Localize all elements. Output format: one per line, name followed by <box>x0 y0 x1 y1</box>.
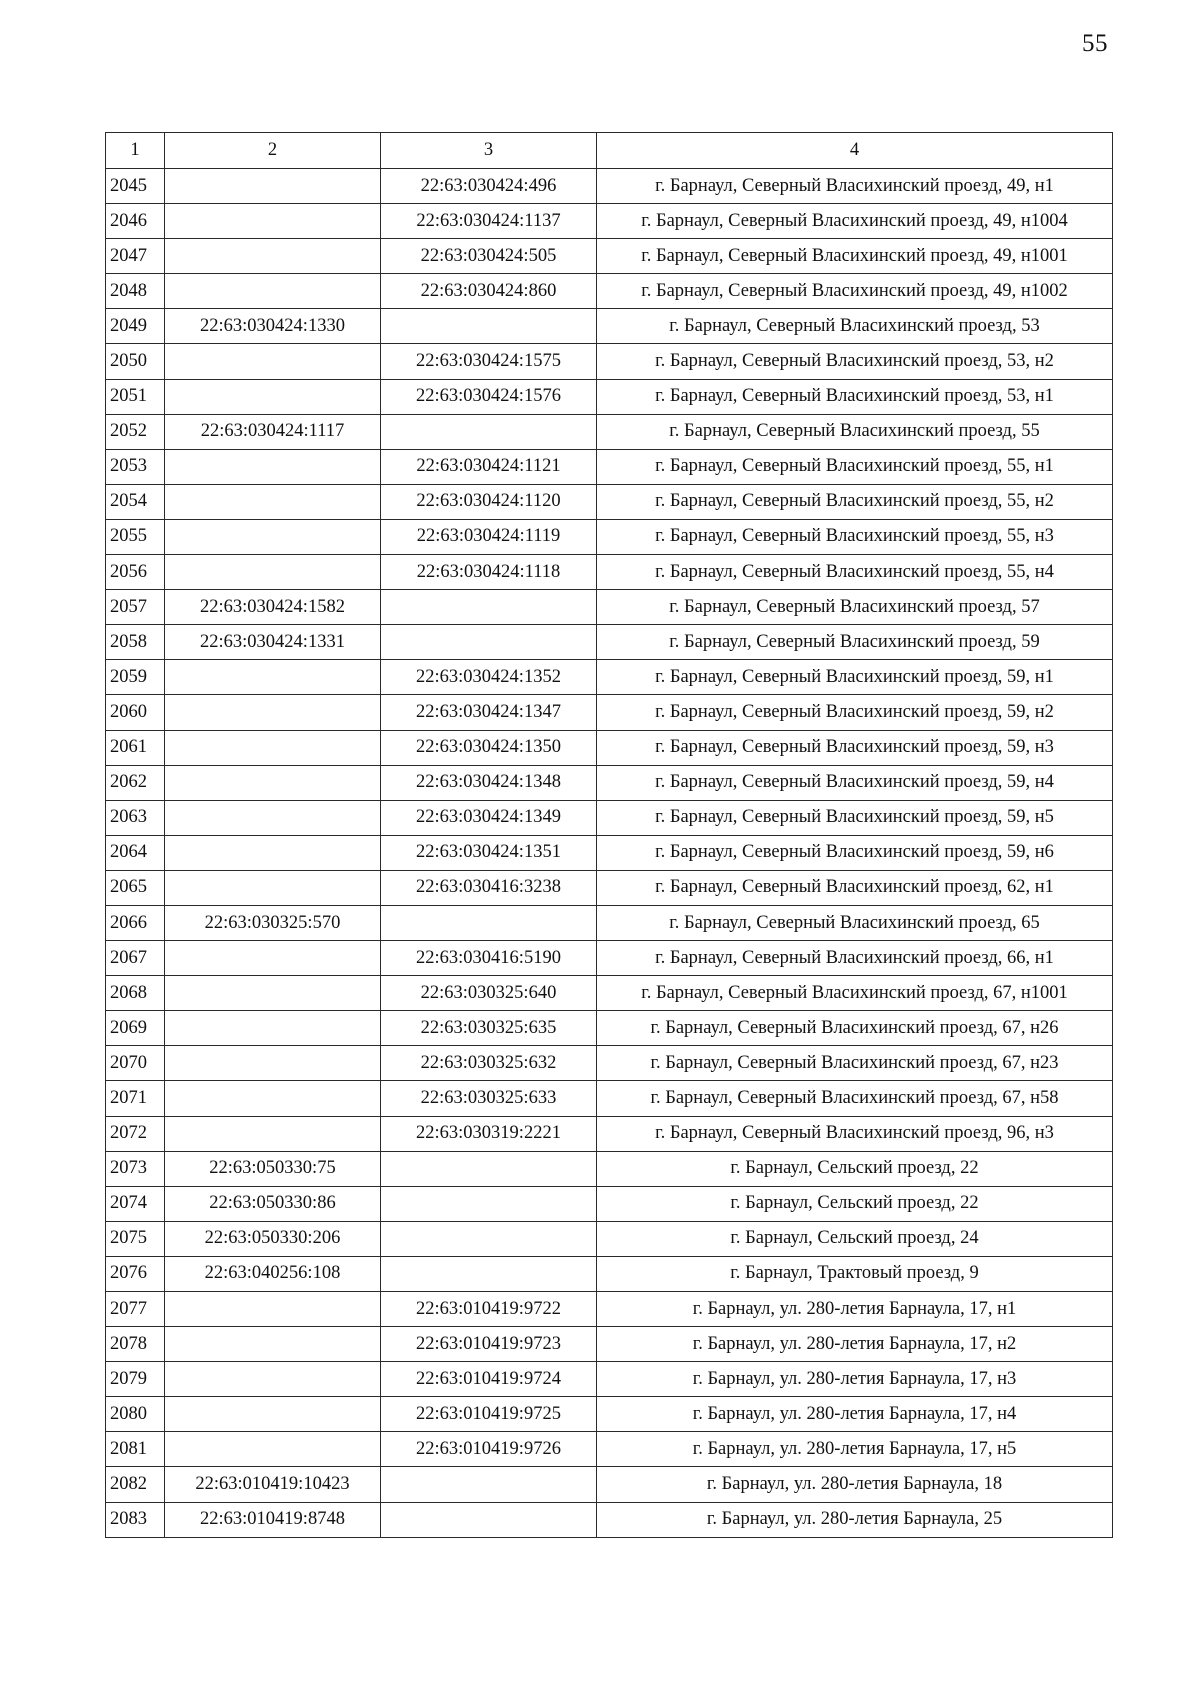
table-row <box>106 1397 1113 1432</box>
address-cell: г. Барнаул, Северный Власихинский проезд, 57 <box>597 590 1113 625</box>
land-cadastral-number-cell: 22:63:030325:570 <box>165 905 381 940</box>
row-number-cell: 2059 <box>106 660 165 695</box>
land-cadastral-number-cell: 22:63:050330:75 <box>165 1151 381 1186</box>
address-cell: г. Барнаул, Северный Власихинский проезд, 59, н1 <box>597 660 1113 695</box>
land-cadastral-number-cell <box>165 870 381 905</box>
land-cadastral-number-cell <box>165 941 381 976</box>
table-row <box>106 835 1113 870</box>
address-cell: г. Барнаул, Северный Власихинский проезд, 62, н1 <box>597 870 1113 905</box>
address-cell: г. Барнаул, Северный Власихинский проезд, 59, н5 <box>597 800 1113 835</box>
row-number-cell: 2062 <box>106 765 165 800</box>
row-number-cell: 2064 <box>106 835 165 870</box>
object-cadastral-number-cell: 22:63:030424:1351 <box>381 835 597 870</box>
address-cell: г. Барнаул, Северный Власихинский проезд, 59, н3 <box>597 730 1113 765</box>
object-cadastral-number-cell <box>381 590 597 625</box>
table-row <box>106 204 1113 239</box>
table-row <box>106 274 1113 309</box>
row-number-cell: 2053 <box>106 449 165 484</box>
address-cell: г. Барнаул, Северный Власихинский проезд, 67, н1001 <box>597 976 1113 1011</box>
land-cadastral-number-cell <box>165 1116 381 1151</box>
table-row <box>106 730 1113 765</box>
land-cadastral-number-cell: 22:63:040256:108 <box>165 1256 381 1291</box>
row-number-cell: 2077 <box>106 1292 165 1327</box>
address-cell: г. Барнаул, Северный Власихинский проезд, 55, н4 <box>597 555 1113 590</box>
column-header-2: 2 <box>165 133 381 169</box>
land-cadastral-number-cell <box>165 1081 381 1116</box>
object-cadastral-number-cell <box>381 625 597 660</box>
object-cadastral-number-cell: 22:63:030424:1349 <box>381 800 597 835</box>
object-cadastral-number-cell: 22:63:010419:9722 <box>381 1292 597 1327</box>
object-cadastral-number-cell: 22:63:010419:9725 <box>381 1397 597 1432</box>
row-number-cell: 2071 <box>106 1081 165 1116</box>
land-cadastral-number-cell <box>165 695 381 730</box>
object-cadastral-number-cell <box>381 1256 597 1291</box>
object-cadastral-number-cell: 22:63:010419:9723 <box>381 1327 597 1362</box>
object-cadastral-number-cell: 22:63:030424:1347 <box>381 695 597 730</box>
object-cadastral-number-cell: 22:63:030424:1352 <box>381 660 597 695</box>
land-cadastral-number-cell <box>165 484 381 519</box>
land-cadastral-number-cell <box>165 835 381 870</box>
land-cadastral-number-cell <box>165 555 381 590</box>
table-row <box>106 379 1113 414</box>
address-cell: г. Барнаул, Северный Власихинский проезд, 59, н6 <box>597 835 1113 870</box>
table-row <box>106 555 1113 590</box>
land-cadastral-number-cell: 22:63:030424:1331 <box>165 625 381 660</box>
land-cadastral-number-cell <box>165 765 381 800</box>
column-header-4: 4 <box>597 133 1113 169</box>
land-cadastral-number-cell: 22:63:010419:8748 <box>165 1502 381 1537</box>
object-cadastral-number-cell: 22:63:030325:635 <box>381 1011 597 1046</box>
column-header-1: 1 <box>106 133 165 169</box>
object-cadastral-number-cell <box>381 1186 597 1221</box>
row-number-cell: 2063 <box>106 800 165 835</box>
object-cadastral-number-cell: 22:63:030325:632 <box>381 1046 597 1081</box>
table-row <box>106 1502 1113 1537</box>
table-body <box>106 169 1113 1538</box>
object-cadastral-number-cell: 22:63:030325:633 <box>381 1081 597 1116</box>
address-cell: г. Барнаул, Северный Власихинский проезд, 67, н26 <box>597 1011 1113 1046</box>
address-cell: г. Барнаул, Северный Власихинский проезд, 67, н58 <box>597 1081 1113 1116</box>
table-row <box>106 309 1113 344</box>
table-row <box>106 239 1113 274</box>
object-cadastral-number-cell: 22:63:030416:3238 <box>381 870 597 905</box>
table-row <box>106 1362 1113 1397</box>
row-number-cell: 2049 <box>106 309 165 344</box>
land-cadastral-number-cell <box>165 449 381 484</box>
address-cell: г. Барнаул, Сельский проезд, 22 <box>597 1151 1113 1186</box>
table-row <box>106 976 1113 1011</box>
object-cadastral-number-cell: 22:63:030424:1120 <box>381 484 597 519</box>
table-row <box>106 1467 1113 1502</box>
address-cell: г. Барнаул, Северный Власихинский проезд, 59 <box>597 625 1113 660</box>
address-cell: г. Барнаул, Северный Власихинский проезд, 49, н1004 <box>597 204 1113 239</box>
address-cell: г. Барнаул, Северный Власихинский проезд, 66, н1 <box>597 941 1113 976</box>
table-row <box>106 695 1113 730</box>
land-cadastral-number-cell: 22:63:010419:10423 <box>165 1467 381 1502</box>
object-cadastral-number-cell: 22:63:030319:2221 <box>381 1116 597 1151</box>
address-cell: г. Барнаул, Северный Власихинский проезд, 49, н1001 <box>597 239 1113 274</box>
land-cadastral-number-cell <box>165 519 381 554</box>
address-cell: г. Барнаул, ул. 280-летия Барнаула, 17, н1 <box>597 1292 1113 1327</box>
land-cadastral-number-cell <box>165 730 381 765</box>
table-row <box>106 1046 1113 1081</box>
address-cell: г. Барнаул, ул. 280-летия Барнаула, 17, н3 <box>597 1362 1113 1397</box>
row-number-cell: 2070 <box>106 1046 165 1081</box>
land-cadastral-number-cell: 22:63:030424:1117 <box>165 414 381 449</box>
object-cadastral-number-cell: 22:63:030424:1576 <box>381 379 597 414</box>
row-number-cell: 2056 <box>106 555 165 590</box>
address-cell: г. Барнаул, Трактовый проезд, 9 <box>597 1256 1113 1291</box>
land-cadastral-number-cell <box>165 660 381 695</box>
object-cadastral-number-cell: 22:63:030424:1575 <box>381 344 597 379</box>
row-number-cell: 2076 <box>106 1256 165 1291</box>
land-cadastral-number-cell <box>165 274 381 309</box>
table-row <box>106 519 1113 554</box>
address-cell: г. Барнаул, Северный Власихинский проезд, 53 <box>597 309 1113 344</box>
address-cell: г. Барнаул, Северный Власихинский проезд, 55, н1 <box>597 449 1113 484</box>
object-cadastral-number-cell: 22:63:030424:1137 <box>381 204 597 239</box>
address-cell: г. Барнаул, Северный Власихинский проезд, 59, н2 <box>597 695 1113 730</box>
object-cadastral-number-cell <box>381 1502 597 1537</box>
table-row <box>106 169 1113 204</box>
table-row <box>106 484 1113 519</box>
row-number-cell: 2047 <box>106 239 165 274</box>
row-number-cell: 2048 <box>106 274 165 309</box>
object-cadastral-number-cell: 22:63:030424:496 <box>381 169 597 204</box>
object-cadastral-number-cell <box>381 1221 597 1256</box>
land-cadastral-number-cell <box>165 1046 381 1081</box>
address-cell: г. Барнаул, ул. 280-летия Барнаула, 17, н5 <box>597 1432 1113 1467</box>
table-row <box>106 941 1113 976</box>
table-row <box>106 1292 1113 1327</box>
table-row <box>106 1256 1113 1291</box>
land-cadastral-number-cell: 22:63:030424:1582 <box>165 590 381 625</box>
address-cell: г. Барнаул, Северный Власихинский проезд, 49, н1002 <box>597 274 1113 309</box>
row-number-cell: 2058 <box>106 625 165 660</box>
object-cadastral-number-cell: 22:63:030424:1118 <box>381 555 597 590</box>
object-cadastral-number-cell <box>381 414 597 449</box>
row-number-cell: 2045 <box>106 169 165 204</box>
object-cadastral-number-cell: 22:63:030325:640 <box>381 976 597 1011</box>
address-cell: г. Барнаул, Сельский проезд, 22 <box>597 1186 1113 1221</box>
address-cell: г. Барнаул, Сельский проезд, 24 <box>597 1221 1113 1256</box>
land-cadastral-number-cell: 22:63:050330:86 <box>165 1186 381 1221</box>
column-header-3: 3 <box>381 133 597 169</box>
address-cell: г. Барнаул, Северный Власихинский проезд, 55, н3 <box>597 519 1113 554</box>
object-cadastral-number-cell: 22:63:030424:1119 <box>381 519 597 554</box>
object-cadastral-number-cell <box>381 309 597 344</box>
row-number-cell: 2051 <box>106 379 165 414</box>
land-cadastral-number-cell <box>165 1362 381 1397</box>
row-number-cell: 2052 <box>106 414 165 449</box>
table-row <box>106 1432 1113 1467</box>
row-number-cell: 2081 <box>106 1432 165 1467</box>
table-row <box>106 1081 1113 1116</box>
table-row <box>106 590 1113 625</box>
address-cell: г. Барнаул, Северный Власихинский проезд, 53, н1 <box>597 379 1113 414</box>
page-number: 55 <box>1082 30 1108 57</box>
land-cadastral-number-cell <box>165 239 381 274</box>
land-cadastral-number-cell <box>165 344 381 379</box>
table-row <box>106 1116 1113 1151</box>
object-cadastral-number-cell <box>381 905 597 940</box>
land-cadastral-number-cell <box>165 1432 381 1467</box>
table-row <box>106 1151 1113 1186</box>
address-cell: г. Барнаул, Северный Власихинский проезд, 65 <box>597 905 1113 940</box>
land-cadastral-number-cell <box>165 169 381 204</box>
row-number-cell: 2060 <box>106 695 165 730</box>
table-row <box>106 449 1113 484</box>
table-row <box>106 1011 1113 1046</box>
object-cadastral-number-cell: 22:63:030424:860 <box>381 274 597 309</box>
object-cadastral-number-cell: 22:63:030424:505 <box>381 239 597 274</box>
table-header <box>106 133 1113 169</box>
row-number-cell: 2068 <box>106 976 165 1011</box>
address-cell: г. Барнаул, ул. 280-летия Барнаула, 17, н2 <box>597 1327 1113 1362</box>
row-number-cell: 2050 <box>106 344 165 379</box>
row-number-cell: 2065 <box>106 870 165 905</box>
table-row <box>106 1186 1113 1221</box>
address-cell: г. Барнаул, Северный Власихинский проезд, 96, н3 <box>597 1116 1113 1151</box>
object-cadastral-number-cell <box>381 1151 597 1186</box>
table-row <box>106 344 1113 379</box>
row-number-cell: 2057 <box>106 590 165 625</box>
table-row <box>106 765 1113 800</box>
row-number-cell: 2080 <box>106 1397 165 1432</box>
row-number-cell: 2067 <box>106 941 165 976</box>
land-cadastral-number-cell <box>165 800 381 835</box>
object-cadastral-number-cell: 22:63:030424:1121 <box>381 449 597 484</box>
object-cadastral-number-cell: 22:63:010419:9724 <box>381 1362 597 1397</box>
table-row <box>106 905 1113 940</box>
land-cadastral-number-cell <box>165 204 381 239</box>
object-cadastral-number-cell <box>381 1467 597 1502</box>
row-number-cell: 2079 <box>106 1362 165 1397</box>
object-cadastral-number-cell: 22:63:030424:1350 <box>381 730 597 765</box>
land-cadastral-number-cell <box>165 1292 381 1327</box>
address-cell: г. Барнаул, Северный Власихинский проезд, 55 <box>597 414 1113 449</box>
address-cell: г. Барнаул, ул. 280-летия Барнаула, 25 <box>597 1502 1113 1537</box>
table-row <box>106 660 1113 695</box>
object-cadastral-number-cell: 22:63:030424:1348 <box>381 765 597 800</box>
object-cadastral-number-cell: 22:63:010419:9726 <box>381 1432 597 1467</box>
table-row <box>106 1221 1113 1256</box>
address-cell: г. Барнаул, Северный Власихинский проезд, 49, н1 <box>597 169 1113 204</box>
land-cadastral-number-cell <box>165 1327 381 1362</box>
row-number-cell: 2061 <box>106 730 165 765</box>
land-cadastral-number-cell <box>165 379 381 414</box>
address-cell: г. Барнаул, ул. 280-летия Барнаула, 17, н4 <box>597 1397 1113 1432</box>
registry-table <box>105 132 1113 1538</box>
row-number-cell: 2083 <box>106 1502 165 1537</box>
land-cadastral-number-cell: 22:63:050330:206 <box>165 1221 381 1256</box>
table-row <box>106 800 1113 835</box>
land-cadastral-number-cell: 22:63:030424:1330 <box>165 309 381 344</box>
table-row <box>106 1327 1113 1362</box>
row-number-cell: 2066 <box>106 905 165 940</box>
land-cadastral-number-cell <box>165 976 381 1011</box>
address-cell: г. Барнаул, Северный Власихинский проезд, 59, н4 <box>597 765 1113 800</box>
land-cadastral-number-cell <box>165 1397 381 1432</box>
address-cell: г. Барнаул, Северный Власихинский проезд, 55, н2 <box>597 484 1113 519</box>
row-number-cell: 2046 <box>106 204 165 239</box>
row-number-cell: 2082 <box>106 1467 165 1502</box>
row-number-cell: 2069 <box>106 1011 165 1046</box>
table-row <box>106 870 1113 905</box>
row-number-cell: 2073 <box>106 1151 165 1186</box>
row-number-cell: 2054 <box>106 484 165 519</box>
row-number-cell: 2075 <box>106 1221 165 1256</box>
object-cadastral-number-cell: 22:63:030416:5190 <box>381 941 597 976</box>
row-number-cell: 2072 <box>106 1116 165 1151</box>
address-cell: г. Барнаул, Северный Власихинский проезд, 67, н23 <box>597 1046 1113 1081</box>
header-row <box>106 133 1113 169</box>
land-cadastral-number-cell <box>165 1011 381 1046</box>
row-number-cell: 2078 <box>106 1327 165 1362</box>
row-number-cell: 2055 <box>106 519 165 554</box>
table-row <box>106 625 1113 660</box>
address-cell: г. Барнаул, Северный Власихинский проезд, 53, н2 <box>597 344 1113 379</box>
row-number-cell: 2074 <box>106 1186 165 1221</box>
address-cell: г. Барнаул, ул. 280-летия Барнаула, 18 <box>597 1467 1113 1502</box>
table-row <box>106 414 1113 449</box>
